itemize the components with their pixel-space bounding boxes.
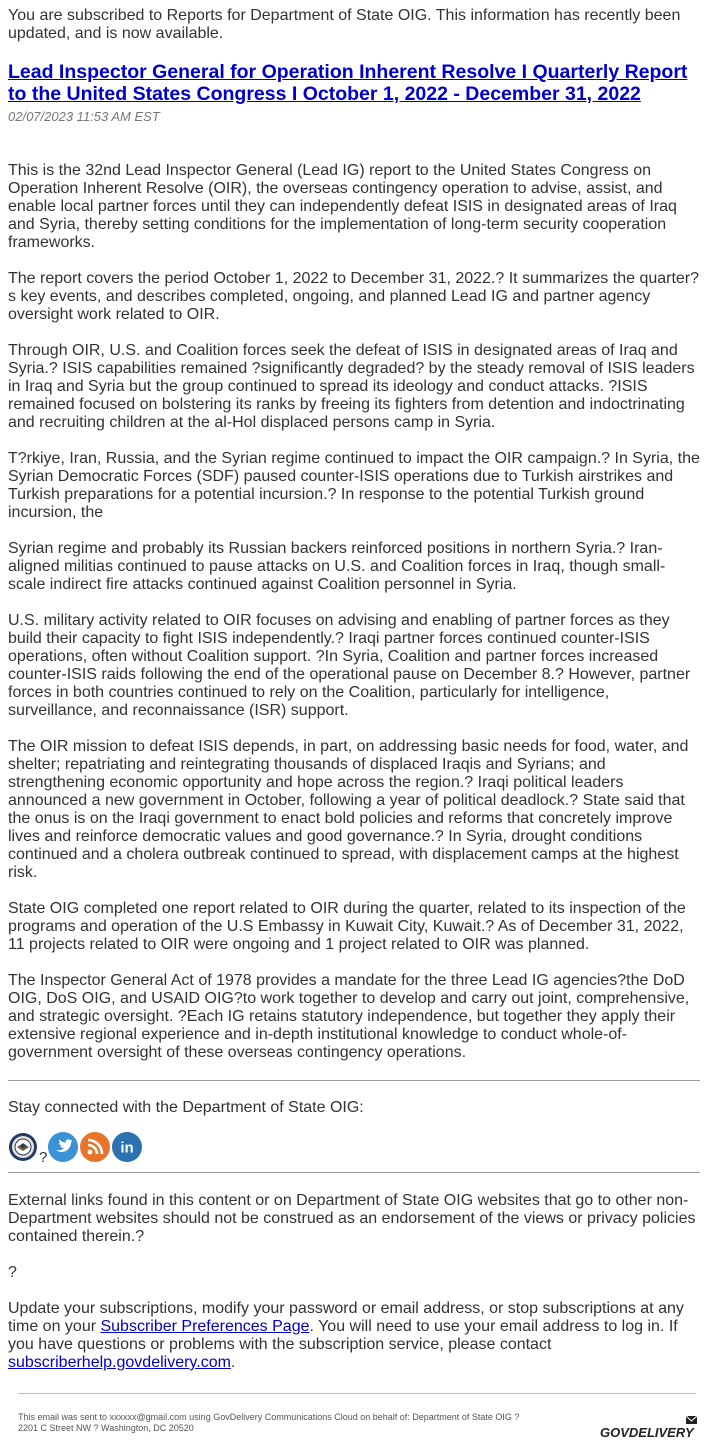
footer-text — [18, 1412, 519, 1434]
social-separator: ? — [39, 1149, 48, 1166]
footer-line-2: 2201 C Street NW ? Washington, DC 20520 — [18, 1423, 194, 1433]
paragraph-7: The OIR mission to defeat ISIS depends, in part, on addressing basic needs for food, water, and shelter; repatriating and reintegrating thousands of displaced Iraqis and Syrians; and strengthening economic opportunity and hope across the region.? Iraqi political leaders announced a new government in October, following a year of political deadlock.? State said that the onus is on the Iraqi government to enact bold policies and reforms that concretely improve lives and reinforce democratic values and good governance.? In Syria, drought conditions continued and a cholera outbreak continued to spread, with displacement camps at the highest risk. — [8, 738, 689, 881]
subscriber-preferences-link[interactable]: Subscriber Preferences Page — [100, 1318, 310, 1335]
subscription-management-text — [8, 1300, 700, 1372]
update-text-middle: . You will need to use your email address to log in. If you have questions or problems with the subscription service, please contact — [8, 1318, 678, 1353]
paragraph-9: The Inspector General Act of 1978 provides a mandate for the three Lead IG agencies?the DoD OIG, DoS OIG, and USAID OIG?to work together to develop and carry out joint, comprehensive, and strategic oversight. ?Each IG retains statutory independence, but together they apply their extensive regional experience and in-depth institutional knowledge to conduct whole-of-government oversight of these overseas contingency operations. — [8, 972, 690, 1061]
footer-line-1: This email was sent to xxxxxx@gmail.com using GovDelivery Communications Cloud on behalf of: Department of State OIG ? — [18, 1412, 520, 1422]
envelope-icon — [686, 1416, 697, 1424]
update-text-before: Update your subscriptions, modify your password or email address, or stop subscriptions at any time on your — [8, 1300, 684, 1335]
subscriber-help-link[interactable]: subscriberhelp.govdelivery.com — [8, 1354, 231, 1371]
paragraph-4: T?rkiye, Iran, Russia, and the Syrian regime continued to impact the OIR campaign.? In Syria, the Syrian Democratic Forces (SDF) paused counter-ISIS operations due to Turkish airstrikes and Turkish preparations for a potential incursion.? In response to the potential Turkish ground incursion, the — [8, 450, 700, 521]
paragraph-6: U.S. military activity related to OIR focuses on advising and enabling of partner forces as they build their capacity to fight ISIS independently.? Iraqi partner forces continued counter-ISIS operations, often without Coalition support. ?In Syria, Coalition and partner forces increased counter-ISIS raids following the end of the operational pause on December 8.? However, partner forces in both countries continued to rely on the Coalition, particularly for intelligence, surveillance, and reconnaissance (ISR) support. — [8, 612, 691, 719]
report-headline-link[interactable]: Lead Inspector General for Operation Inherent Resolve I Quarterly Report to the United States Congress I October 1, 2022 - December 31, 2022 — [8, 61, 688, 105]
paragraph-3: Through OIR, U.S. and Coalition forces seek the defeat of ISIS in designated areas of Iraq and Syria.? ISIS capabilities remained ?significantly degraded? by the steady removal of ISIS leaders in Iraq and Syria but the group continued to spread its ideology and conduct attacks. ?ISIS remained focused on bolstering its ranks by freeing its fighters from detention and indoctrinating and recruiting children at the al-Hol displaced persons camp in Syria. — [8, 342, 695, 431]
paragraph-2: The report covers the period October 1, 2022 to December 31, 2022.? It summarizes the quarter?s key events, and describes completed, ongoing, and planned Lead IG and partner agency oversight work related to OIR. — [8, 270, 700, 323]
linkedin-icon[interactable] — [112, 1132, 142, 1162]
paragraph-8: State OIG completed one report related to OIR during the quarter, related to its inspection of the programs and operation of the U.S Embassy in Kuwait City, Kuwait.? As of December 31, 2022, 11 projects related to OIR were ongoing and 1 project related to OIR was planned. — [8, 900, 686, 953]
paragraph-5: Syrian regime and probably its Russian backers reinforced positions in northern Syria.? Iran-aligned militias continued to pause attacks on U.S. and Coalition forces in Iraq, though small-scale indirect fire attacks continued against Coalition personnel in Syria. — [8, 540, 666, 593]
divider-top — [8, 1080, 700, 1081]
stay-connected-text: Stay connected with the Department of State OIG: — [8, 1099, 364, 1116]
twitter-icon[interactable] — [48, 1132, 78, 1162]
linkedin-glyph: in — [120, 1139, 135, 1157]
state-seal-icon[interactable] — [8, 1132, 38, 1162]
footer-divider — [18, 1393, 696, 1394]
report-summary — [8, 162, 700, 1062]
govdelivery-logo-text: GOVDELIVERY — [600, 1425, 694, 1440]
paragraph-1: This is the 32nd Lead Inspector General (Lead IG) report to the United States Congress on Operation Inherent Resolve (OIR), the overseas contingency operation to advise, assist, and enable local partner forces until they can independently defeat ISIS in designated areas of Iraq and Syria, thereby setting conditions for the implementation of long-term security cooperation frameworks. — [8, 162, 677, 251]
publish-timestamp: 02/07/2023 11:53 AM EST — [8, 109, 160, 124]
update-text-after: . — [230, 1354, 236, 1371]
govdelivery-logo[interactable] — [600, 1415, 698, 1441]
social-links — [8, 1130, 700, 1166]
external-links-disclaimer: External links found in this content or on Department of State OIG websites that go to other non-Department websites should not be construed as an endorsement of the views or privacy policies contained therein.? — [8, 1192, 696, 1245]
rss-icon[interactable] — [80, 1132, 110, 1162]
divider-bottom — [8, 1172, 700, 1173]
subscription-intro: You are subscribed to Reports for Department of State OIG. This information has recently been updated, and is now available. — [8, 7, 681, 42]
spacer-mark: ? — [8, 1264, 17, 1281]
